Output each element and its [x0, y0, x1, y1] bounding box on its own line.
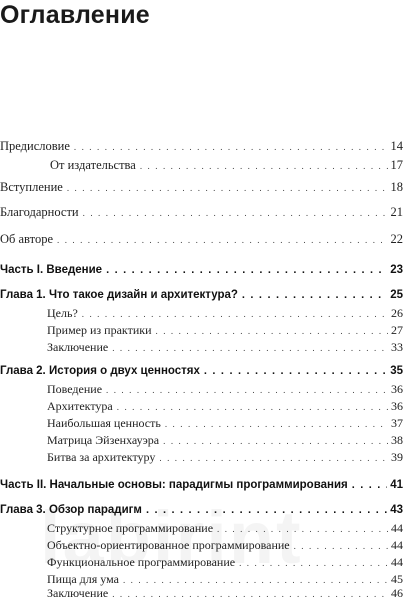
toc-page-number: 43: [390, 503, 403, 518]
toc-leader-dots: [67, 181, 388, 196]
toc-entry-eisenhower-matrix[interactable]: [47, 433, 403, 448]
toc-page-number: 36: [391, 382, 403, 397]
toc-page-number: 27: [391, 323, 403, 338]
toc-entry-label: Матрица Эйзенхауэра: [47, 433, 159, 448]
toc-page-number: 44: [391, 538, 403, 553]
toc-leader-dots: [217, 522, 388, 537]
toc-page-number: 33: [391, 340, 403, 355]
page-title: Оглавление: [0, 0, 150, 30]
toc-page-number: 38: [391, 433, 403, 448]
toc-entry-label: Глава 3. Обзор парадигм: [0, 503, 142, 518]
toc-entry-label: Цель?: [47, 306, 78, 321]
toc-leader-dots: [117, 400, 388, 415]
toc-page-number: 36: [391, 399, 403, 414]
toc-entry-label: Предисловие: [0, 139, 70, 154]
toc-entry-label: Пища для ума: [47, 572, 119, 587]
toc-page-number: 23: [390, 263, 403, 278]
toc-leader-dots: [112, 341, 388, 356]
toc-entry-structured-programming[interactable]: [47, 521, 403, 536]
toc-entry-label: Заключение: [47, 586, 108, 601]
toc-entry-label: Вступление: [0, 180, 63, 195]
toc-leader-dots: [57, 233, 388, 248]
toc-leader-dots: [242, 288, 387, 303]
toc-entry-from-publisher[interactable]: [50, 158, 403, 173]
toc-leader-dots: [140, 159, 388, 174]
toc-entry-part-1[interactable]: [0, 263, 403, 278]
toc-entry-conclusion-1[interactable]: [47, 340, 403, 355]
toc-entry-acknowledgements[interactable]: [0, 205, 403, 220]
toc-leader-dots: [159, 451, 388, 466]
toc-entry-conclusion-3[interactable]: [47, 586, 403, 601]
toc-entry-label: Наибольшая ценность: [47, 416, 161, 431]
toc-entry-label: Поведение: [47, 382, 102, 397]
toc-entry-label: Об авторе: [0, 232, 53, 247]
toc-leader-dots: [156, 324, 388, 339]
toc-entry-label: Часть I. Введение: [0, 263, 102, 278]
toc-entry-label: Структурное программирование: [47, 521, 213, 536]
toc-leader-dots: [204, 364, 387, 379]
toc-leader-dots: [106, 383, 388, 398]
toc-entry-label: Битва за архитектуру: [47, 450, 155, 465]
toc-leader-dots: [106, 263, 387, 278]
toc-entry-goal[interactable]: [47, 306, 403, 321]
toc-page-number: 46: [391, 586, 403, 601]
toc-leader-dots: [74, 140, 388, 155]
toc-entry-preface[interactable]: [0, 139, 403, 154]
toc-page-number: 39: [391, 450, 403, 465]
toc-entry-label: Функциональное программирование: [47, 555, 235, 570]
toc-entry-architecture[interactable]: [47, 399, 403, 414]
toc-page-number: 18: [391, 180, 403, 195]
toc-entry-behavior[interactable]: [47, 382, 403, 397]
toc-entry-part-2[interactable]: [0, 478, 403, 493]
toc-page-number: 44: [391, 521, 403, 536]
toc-entry-label: Часть II. Начальные основы: парадигмы программирования: [0, 478, 348, 493]
toc-entry-chapter-2[interactable]: [0, 364, 403, 379]
toc-entry-functional-programming[interactable]: [47, 555, 403, 570]
toc-page-number: 17: [391, 158, 403, 173]
toc-leader-dots: [146, 503, 387, 518]
toc-page-number: 44: [391, 555, 403, 570]
toc-entry-label: Пример из практики: [47, 323, 152, 338]
toc-entry-case-study[interactable]: [47, 323, 403, 338]
toc-entry-label: Архитектура: [47, 399, 113, 414]
toc-entry-label: Объектно-ориентированное программирование: [47, 538, 290, 553]
toc-leader-dots: [165, 417, 388, 432]
toc-entry-label: Глава 1. Что такое дизайн и архитектура?: [0, 288, 238, 303]
toc-leader-dots: [239, 556, 388, 571]
toc-page-number: 25: [390, 288, 403, 303]
toc-entry-greater-value[interactable]: [47, 416, 403, 431]
toc-entry-label: Заключение: [47, 340, 108, 355]
toc-entry-food-for-thought[interactable]: [47, 572, 403, 587]
toc-entry-label: Благодарности: [0, 205, 79, 220]
toc-page-number: 14: [391, 139, 403, 154]
toc-leader-dots: [294, 539, 388, 554]
toc-page-number: 45: [391, 572, 403, 587]
toc-page-number: 41: [390, 478, 403, 493]
toc-leader-dots: [82, 307, 388, 322]
toc-entry-oop[interactable]: [47, 538, 403, 553]
toc-entry-fight-for-architecture[interactable]: [47, 450, 403, 465]
toc-entry-label: Глава 2. История о двух ценностях: [0, 364, 200, 379]
toc-entry-about-author[interactable]: [0, 232, 403, 247]
toc-page-number: 37: [391, 416, 403, 431]
toc-page-number: 21: [391, 205, 403, 220]
toc-entry-chapter-3[interactable]: [0, 503, 403, 518]
toc-entry-label: От издательства: [50, 158, 136, 173]
toc-entry-introduction[interactable]: [0, 180, 403, 195]
toc-page-number: 26: [391, 306, 403, 321]
toc-leader-dots: [163, 434, 388, 449]
toc-leader-dots: [352, 478, 387, 493]
toc-entry-chapter-1[interactable]: [0, 288, 403, 303]
toc-page-number: 22: [391, 232, 403, 247]
toc-leader-dots: [83, 206, 388, 221]
toc-page-number: 35: [390, 364, 403, 379]
